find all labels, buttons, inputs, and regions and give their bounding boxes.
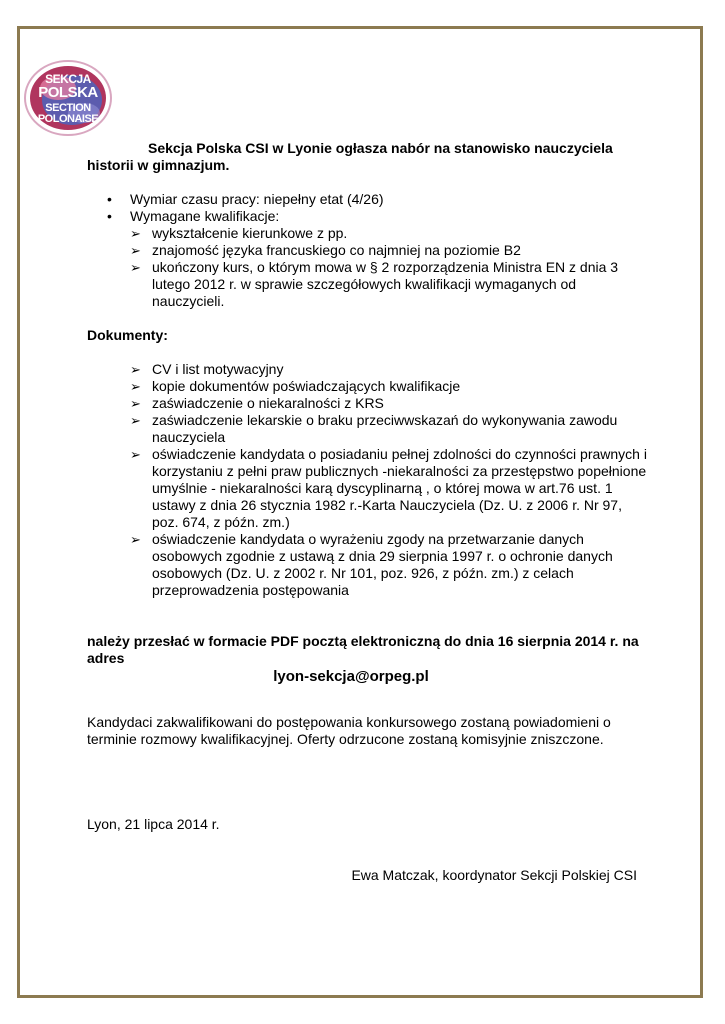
- qualification-item: ➢ ukończony kurs, o którym mowa w § 2 rozporządzenia Ministra EN z dnia 3 lutego 2012 r. w sprawie szczegółowych kwalifikacji wymaganych od nauczycieli.: [87, 259, 647, 310]
- candidate-notice: Kandydaci zakwalifikowani do postępowania konkursowego zostaną powiadomieni o terminie rozmowy kwalifikacyjnej. Oferty odrzucone zostaną komisyjnie zniszczone.: [87, 714, 611, 747]
- logo-text-section: SECTION: [45, 102, 91, 114]
- qualification-item: ➢ znajomość języka francuskiego co najmniej na poziomie B2: [87, 242, 647, 259]
- job-detail-item: • Wymagane kwalifikacje:: [87, 208, 647, 225]
- document-item: ➢ oświadczenie kandydata o posiadaniu pełnej zdolności do czynności prawnych i korzystaniu z pełni praw publicznych -niekaralności za przestępstwo popełnione umyślnie - niekaralności karą dyscyplinarną , o której mowa w art.76 ust. 1 ustawy z dnia 26 stycznia 1982 r.-Karta Nauczyciela (Dz. U. z 2006 r. Nr 97, poz. 674, z późn. zm.): [87, 446, 647, 531]
- document-body: [87, 140, 647, 884]
- document-item: ➢ zaświadczenie lekarskie o braku przeciwwskazań do wykonywania zawodu nauczyciela: [87, 412, 647, 446]
- document-item: ➢ kopie dokumentów poświadczających kwalifikacje: [87, 378, 647, 395]
- section-logo: [22, 58, 114, 138]
- announcement-headline: Sekcja Polska CSI w Lyonie ogłasza nabór na stanowisko nauczyciela historii w gimnazjum.: [87, 140, 613, 173]
- logo-text-sekcja: SEKCJA: [45, 72, 91, 86]
- contact-email[interactable]: lyon-sekcja@orpeg.pl: [273, 668, 429, 685]
- signature: Ewa Matczak, koordynator Sekcji Polskiej CSI: [351, 867, 637, 883]
- logo-text-polonaise: POLONAISE: [37, 113, 99, 125]
- date-line: Lyon, 21 lipca 2014 r.: [87, 816, 220, 832]
- documents-list: [87, 361, 647, 599]
- logo-text-polska: POLSKA: [38, 84, 98, 101]
- job-detail-item: • Wymiar czasu pracy: niepełny etat (4/26): [87, 191, 647, 208]
- job-details-list: [87, 191, 647, 225]
- submission-instruction: należy przesłać w formacie PDF pocztą elektroniczną do dnia 16 sierpnia 2014 r. na adres: [87, 633, 639, 666]
- qualifications-list: [87, 225, 647, 310]
- documents-heading: Dokumenty:: [87, 327, 168, 343]
- document-item: ➢ oświadczenie kandydata o wyrażeniu zgody na przetwarzanie danych osobowych zgodnie z ustawą z dnia 29 sierpnia 1997 r. o ochronie danych osobowych (Dz. U. z 2002 r. Nr 101, poz. 926, z późn. zm.) z celach przeprowadzenia postępowania: [87, 531, 647, 599]
- document-item: ➢ CV i list motywacyjny: [87, 361, 647, 378]
- document-item: ➢ zaświadczenie o niekaralności z KRS: [87, 395, 647, 412]
- qualification-item: ➢ wykształcenie kierunkowe z pp.: [87, 225, 647, 242]
